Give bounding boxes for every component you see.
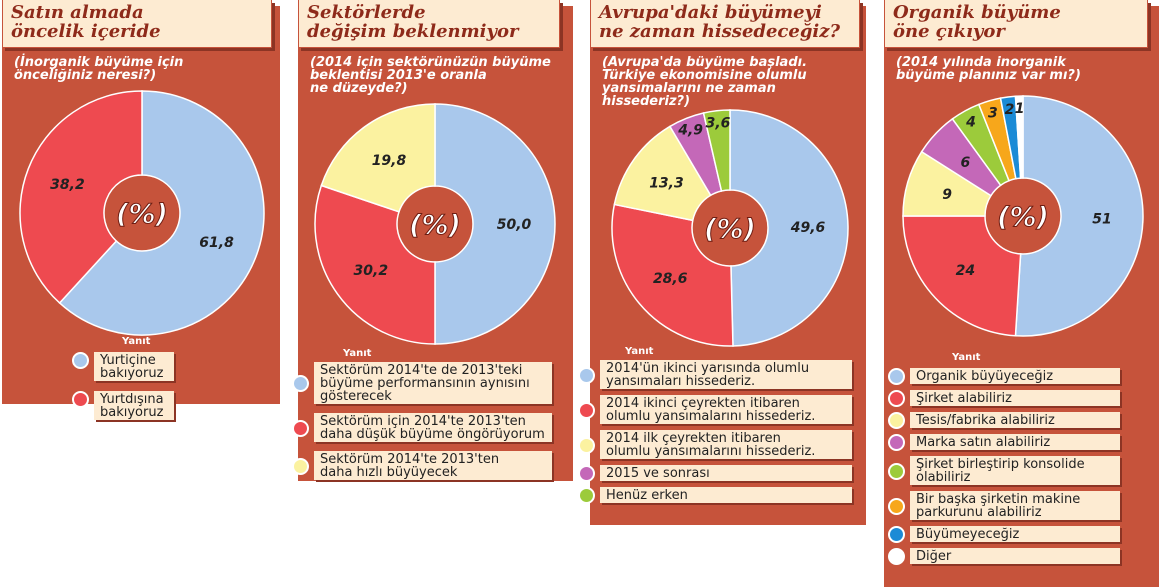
legend-title: Yanıt [625,346,654,357]
chart-panel-2 [298,0,573,481]
legend-label: Tesis/fabrika alabiliriz [910,412,1120,428]
slice-value-label: 1 [1014,101,1025,118]
center-label: (%) [409,210,461,241]
legend-title: Yanıt [343,348,372,359]
chart-title: Satın almada öncelik içeride [2,0,272,48]
chart-subtitle: (İnorganik büyüme için önceliğiniz neresi?) [14,55,184,83]
legend-swatch [292,420,309,437]
legend-label: Marka satın alabiliriz [910,434,1120,450]
legend-label: Bir başka şirketin makine parkurunu alabiliriz [910,491,1120,520]
donut-chart [298,0,573,481]
center-label: (%) [704,214,756,245]
slice-value-label: 38,2 [50,177,85,194]
legend-swatch [888,368,905,385]
slice-value-label: 28,6 [652,271,688,288]
legend-swatch [578,367,595,384]
legend-label: Sektörüm için 2014'te 2013'ten daha düşük büyüme öngörüyorum [314,413,552,442]
legend-swatch [888,548,905,565]
legend-label: Yurtdışına bakıyoruz [94,391,174,420]
chart-title: Sektörlerde değişim beklenmiyor [298,0,560,48]
legend-label: Sektörüm 2014'te de 2013'teki büyüme performansının aynısını gösterecek [314,362,552,404]
legend-label: Şirket birleştirip konsolide olabiliriz [910,456,1120,485]
slice-value-label: 2 [1004,101,1015,118]
legend-swatch [888,412,905,429]
legend-swatch [578,437,595,454]
slice-value-label: 3,6 [705,115,731,132]
slice-value-label: 9 [942,186,953,203]
slice-value-label: 4,9 [678,122,704,139]
slice-value-label: 6 [960,154,971,171]
legend-swatch [72,352,89,369]
chart-title: Organik büyüme öne çıkıyor [884,0,1148,48]
legend-label: 2014 ilk çeyrekten itibaren olumlu yansımalarını hissederiz. [600,430,852,459]
slice-value-label: 19,8 [371,152,407,169]
legend-label: 2014'ün ikinci yarısında olumlu yansımaları hissederiz. [600,360,852,389]
legend-label: 2014 ikinci çeyrekten itibaren olumlu yansımalarını hissederiz. [600,395,852,424]
legend-label: 2015 ve sonrası [600,465,852,481]
legend-swatch [72,391,89,408]
legend-swatch [888,498,905,515]
slice-value-label: 3 [987,105,998,122]
legend-swatch [888,390,905,407]
slice-value-label: 50,0 [496,217,532,233]
slice-value-label: 24 [955,263,976,280]
center-label: (%) [116,199,168,230]
slice-value-label: 61,8 [199,234,234,251]
legend-label: Yurtiçine bakıyoruz [94,352,174,381]
legend-label: Şirket alabiliriz [910,390,1120,406]
legend-label: Organik büyüyeceğiz [910,368,1120,384]
legend-title: Yanıt [952,352,981,363]
legend-label: Büyümeyeceğiz [910,526,1120,542]
legend-swatch [578,402,595,419]
legend-swatch [292,375,309,392]
legend-swatch [578,487,595,504]
slice-value-label: 51 [1092,211,1112,228]
slice-value-label: 30,2 [353,263,389,280]
legend-swatch [578,465,595,482]
legend-label: Diğer [910,548,1120,564]
chart-subtitle: (2014 için sektörünüzün büyüme beklentisi 2013'e oranla ne düzeyde?) [310,55,551,96]
slice-value-label: 4 [966,114,976,131]
slice-value-label: 49,6 [790,220,826,237]
legend-label: Sektörüm 2014'te 2013'ten daha hızlı büyüyecek [314,451,552,480]
chart-panel-3 [590,0,866,525]
legend-swatch [888,434,905,451]
legend-label: Henüz erken [600,487,852,503]
slice-value-label: 13,3 [649,175,684,192]
legend-swatch [888,463,905,480]
legend-title: Yanıt [122,336,151,347]
chart-panel-4 [884,0,1159,587]
center-label: (%) [997,202,1049,233]
legend-swatch [292,458,309,475]
chart-title: Avrupa'daki büyümeyi ne zaman hissedeceğiz? [590,0,860,48]
legend-swatch [888,526,905,543]
chart-panel-1 [2,0,280,420]
chart-subtitle: (Avrupa'da büyüme başladı. Türkiye ekonomisine olumlu yansımalarını ne zaman hissederiz?) [602,55,808,109]
chart-subtitle: (2014 yılında inorganik büyüme planınız var mı?) [896,55,1081,83]
